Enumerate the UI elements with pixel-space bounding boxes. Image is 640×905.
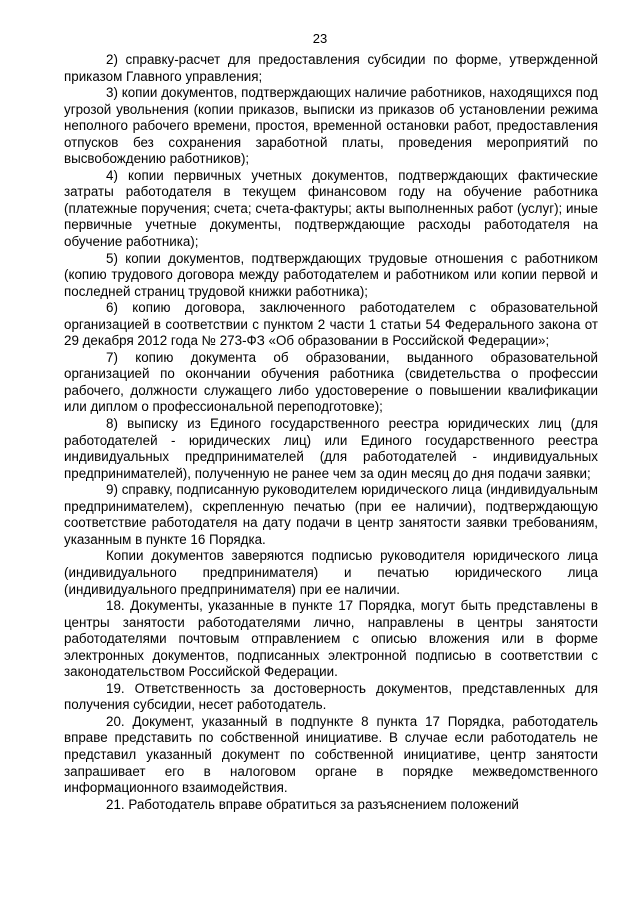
- paragraph-point-20: 20. Документ, указанный в подпункте 8 пункта 17 Порядка, работодатель вправе представить по собственной инициативе. В случае если работодатель не представил указанный документ по собственной инициативе, центр занятости запрашивает его в налоговом органе в порядке межведомственного информационного взаимодействия.: [64, 713, 598, 796]
- paragraph-item-3: 3) копии документов, подтверждающих наличие работников, находящихся под угрозой увольнения (копии приказов, выписки из приказов об установлении режима неполного рабочего времени, простоя, временной остановки работ, предоставления отпусков без сохранения заработной платы, проведения мероприятий по высвобождению работников);: [64, 85, 598, 167]
- paragraph-item-9: 9) справку, подписанную руководителем юридического лица (индивидуальным предпринимателем), скрепленную печатью (при ее наличии), подтверждающую соответствие работодателя на дату подачи в центр занятости заявки требованиям, указанным в пункте 16 Порядка.: [64, 482, 598, 547]
- paragraph-item-8: 8) выписку из Единого государственного реестра юридических лиц (для работодателей - юридических лиц) или Единого государственного реестра индивидуальных предпринимателей (для работодателей - индивидуальных предпринимателей), полученную не ранее чем за один месяц до дня подачи заявки;: [64, 416, 598, 481]
- page-number: 23: [312, 31, 328, 46]
- paragraph-copies-certification: Копии документов заверяются подписью руководителя юридического лица (индивидуального предпринимателя) и печатью юридического лица (индивидуального предпринимателя) при ее наличии.: [64, 548, 598, 597]
- document-body: [64, 52, 598, 813]
- paragraph-item-2: 2) справку-расчет для предоставления субсидии по форме, утвержденной приказом Главного управления;: [64, 52, 598, 84]
- paragraph-point-18: 18. Документы, указанные в пункте 17 Порядка, могут быть представлены в центры занятости работодателями лично, направлены в центры занятости работодателями почтовым отправлением с описью вложения или в форме электронных документов, подписанных электронной подписью в соответствии с законодательством Российской Федерации.: [64, 598, 598, 680]
- paragraph-point-21: 21. Работодатель вправе обратиться за разъяснением положений: [106, 796, 519, 812]
- paragraph-point-19: 19. Ответственность за достоверность документов, представленных для получения субсидии, несет работодатель.: [64, 680, 598, 713]
- paragraph-item-7: 7) копию документа об образовании, выданного образовательной организацией по окончании обучения работника (свидетельства о профессии рабочего, должности служащего либо удостоверение о повышении квалификации или диплом о профессиональной переподготовке);: [64, 349, 598, 415]
- paragraph-item-6: 6) копию договора, заключенного работодателем с образовательной организацией в соответствии с пунктом 2 части 1 статьи 54 Федерального закона от 29 декабря 2012 года № 273-ФЗ «Об образовании в Российской Федерации»;: [64, 300, 598, 349]
- paragraph-item-5: 5) копии документов, подтверждающих трудовые отношения с работником (копию трудового договора между работодателем и работником или копии первой и последней страниц трудовой книжки работника);: [64, 250, 598, 299]
- paragraph-item-4: 4) копии первичных учетных документов, подтверждающих фактические затраты работодателя в текущем финансовом году на обучение работника (платежные поручения; счета; счета-фактуры; акты выполненных работ (услуг); иные первичные учетные документы, подтверждающие расходы работодателя на обучение работника);: [64, 167, 598, 250]
